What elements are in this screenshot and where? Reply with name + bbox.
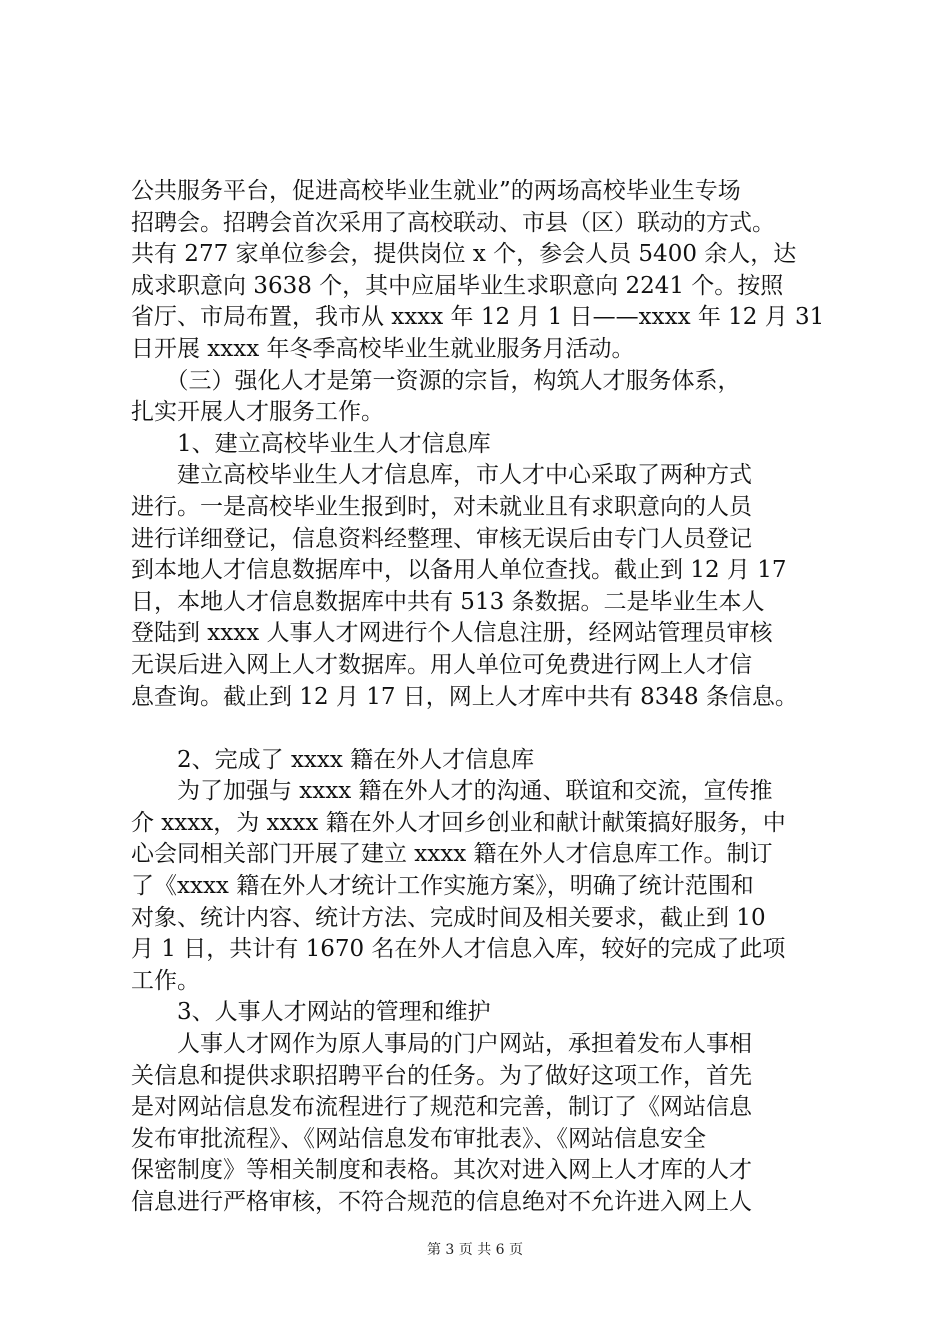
text-line: 介 xxxx，为 xxxx 籍在外人才回乡创业和献计献策搞好服务，中: [131, 809, 786, 836]
text-line: 息查询。截止到 12 月 17 日，网上人才库中共有 8348 条信息。: [131, 683, 798, 710]
text-line: 心会同相关部门开展了建立 xxxx 籍在外人才信息库工作。制订: [131, 841, 773, 868]
text-line: 招聘会。招聘会首次采用了高校联动、市县（区）联动的方式。: [131, 209, 775, 236]
text-line: 省厅、市局布置，我市从 xxxx 年 12 月 1 日——xxxx 年 12 月 31: [131, 304, 825, 331]
text-line: 到本地人才信息数据库中，以备用人单位查找。截止到 12 月 17: [131, 557, 787, 584]
text-line: 人事人才网作为原人事局的门户网站，承担着发布人事相: [131, 1031, 752, 1058]
text-line: 对象、统计内容、统计方法、完成时间及相关要求，截止到 10: [131, 904, 766, 931]
text-line: 公共服务平台，促进高校毕业生就业”的两场高校毕业生专场: [131, 178, 741, 204]
text-line: 月 1 日，共计有 1670 名在外人才信息入库，较好的完成了此项: [131, 936, 786, 963]
text-line: 关信息和提供求职招聘平台的任务。为了做好这项工作，首先: [131, 1062, 752, 1089]
text-line: 发布审批流程》、《网站信息发布审批表》、《网站信息安全: [131, 1125, 706, 1152]
blank-line: [131, 713, 831, 745]
text-line: 登陆到 xxxx 人事人才网进行个人信息注册，经网站管理员审核: [131, 620, 773, 647]
text-line: 建立高校毕业生人才信息库，市人才中心采取了两种方式: [131, 462, 752, 489]
text-line: 信息进行严格审核，不符合规范的信息绝对不允许进入网上人: [131, 1189, 752, 1215]
text-line: 日开展 xxxx 年冬季高校毕业生就业服务月活动。: [131, 335, 635, 362]
subsection-heading: 1、建立高校毕业生人才信息库: [131, 430, 491, 457]
text-line: 为了加强与 xxxx 籍在外人才的沟通、联谊和交流，宣传推: [131, 778, 773, 805]
section-heading: （三）强化人才是第一资源的宗旨，构筑人才服务体系，: [131, 367, 741, 394]
text-line: 扎实开展人才服务工作。: [131, 399, 384, 426]
text-line: 保密制度》等相关制度和表格。其次对进入网上人才库的人才: [131, 1157, 752, 1184]
text-line: 了《xxxx 籍在外人才统计工作实施方案》，明确了统计范围和: [131, 873, 754, 900]
text-line: 共有 277 家单位参会，提供岗位 x 个，参会人员 5400 余人，达: [131, 241, 797, 268]
text-line: 进行。一是高校毕业生报到时，对未就业且有求职意向的人员: [131, 493, 752, 520]
page-number-footer: 第 3 页 共 6 页: [426, 1242, 524, 1258]
text-line: 是对网站信息发布流程进行了规范和完善，制订了《网站信息: [131, 1094, 752, 1121]
document-body: [131, 176, 831, 1219]
text-line: 工作。: [131, 967, 200, 994]
text-line: 进行详细登记，信息资料经整理、审核无误后由专门人员登记: [131, 525, 752, 552]
text-line: 日，本地人才信息数据库中共有 513 条数据。二是毕业生本人: [131, 588, 765, 615]
text-line: 无误后进入网上人才数据库。用人单位可免费进行网上人才信: [131, 651, 752, 678]
subsection-heading: 2、完成了 xxxx 籍在外人才信息库: [131, 746, 535, 773]
subsection-heading: 3、人事人才网站的管理和维护: [131, 999, 491, 1026]
text-line: 成求职意向 3638 个，其中应届毕业生求职意向 2241 个。按照: [131, 272, 784, 299]
